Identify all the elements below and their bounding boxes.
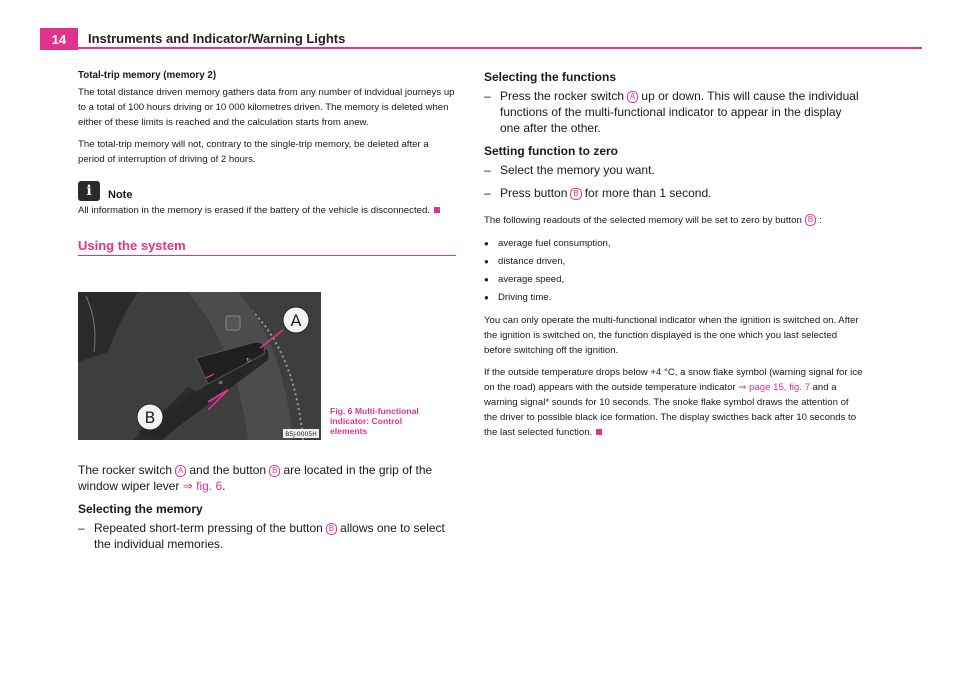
list-item: ● distance driven, bbox=[484, 253, 864, 271]
dash-marker: – bbox=[484, 89, 491, 103]
list-item: ● average fuel consumption, bbox=[484, 235, 864, 253]
page-title: Instruments and Indicator/Warning Lights bbox=[88, 31, 346, 46]
dash-marker: – bbox=[484, 186, 491, 200]
tag-a: A bbox=[627, 91, 638, 103]
rocker-text-1: The rocker switch bbox=[78, 463, 173, 477]
section-title-using-system: Using the system bbox=[78, 238, 456, 256]
tag-b: B bbox=[326, 523, 337, 535]
right-column bbox=[484, 70, 864, 447]
selecting-memory-step bbox=[78, 520, 456, 552]
setting-zero-step-2 bbox=[484, 185, 864, 201]
left-column bbox=[78, 70, 456, 256]
figure-label-b: B bbox=[144, 408, 156, 427]
setting-zero-step-1 bbox=[484, 162, 864, 178]
zero-step2-text-1: Press button bbox=[500, 186, 568, 200]
rocker-text-end: . bbox=[222, 479, 226, 493]
total-trip-paragraph-2: The total-trip memory will not, contrary to the single-trip memory, be deleted after a period of interruption of driving of 2 hours. bbox=[78, 139, 429, 165]
tag-a: A bbox=[175, 465, 186, 477]
temperature-paragraph bbox=[484, 365, 864, 440]
note-text bbox=[78, 203, 456, 218]
note-label: Note bbox=[108, 189, 133, 201]
figure-control-elements bbox=[78, 292, 321, 440]
rocker-text-2: and the button bbox=[189, 463, 267, 477]
rocker-text-3: are located in the grip of the window wiper lever bbox=[78, 463, 433, 493]
sel-mem-text-2: allows one to select the individual memories. bbox=[94, 521, 445, 551]
dash-marker: – bbox=[78, 521, 85, 535]
total-trip-paragraph-1: The total distance driven memory gathers data from any number of indvidual journeys up to a total of 100 hours driving or 10 000 kilometres driven. The memory is deleted when either of these limits is reached and the calculation starts from anew. bbox=[78, 87, 455, 128]
setting-zero-heading: Setting function to zero bbox=[484, 144, 618, 158]
sel-mem-text-1: Repeated short-term pressing of the button bbox=[94, 521, 323, 535]
header-rule bbox=[40, 47, 922, 49]
selecting-functions-step bbox=[484, 88, 864, 136]
selecting-memory-heading: Selecting the memory bbox=[78, 502, 203, 516]
temp-text-1: If the outside temperature drops below +4 °C, a snow flake symbol (warning signal for ice on the road) appears with the outside temperature indicator bbox=[484, 367, 863, 393]
selecting-memory-step-text bbox=[94, 520, 456, 552]
page-number: 14 bbox=[40, 28, 78, 50]
page-15-link[interactable]: ⇒ page 15, fig. 7 bbox=[738, 382, 810, 393]
temp-text-2: and a warning signal* sounds for 10 seconds. The snoke flake symbol draws the attention of the driver to possible black ice formation. The display swicthes back after 10 seconds to the last selected function. bbox=[484, 382, 857, 438]
setting-zero-step-1-text: Select the memory you want. bbox=[500, 163, 655, 177]
svg-text:≡: ≡ bbox=[218, 379, 224, 386]
readouts-text-1: The following readouts of the selected memory will be set to zero by button bbox=[484, 215, 802, 226]
dash-marker: – bbox=[484, 163, 491, 177]
info-note-icon: i bbox=[78, 181, 100, 201]
wiper-lever-illustration bbox=[78, 292, 321, 440]
note-header bbox=[78, 181, 456, 201]
operate-paragraph: You can only operate the multi-functional indicator when the ignition is switched on. After the ignition is switched on, the function displayed is the one which you last selected before switching off the ignition. bbox=[484, 315, 859, 356]
selecting-functions-heading: Selecting the functions bbox=[484, 70, 617, 84]
section-end-marker bbox=[596, 429, 602, 435]
zero-step2-text-2: for more than 1 second. bbox=[584, 186, 712, 200]
tag-b: B bbox=[805, 214, 816, 226]
list-item: ● Driving time. bbox=[484, 289, 864, 307]
tag-b: B bbox=[269, 465, 280, 477]
note-text-body: All information in the memory is erased if the battery of the vehicle is disconnected. bbox=[78, 205, 430, 216]
setting-zero-step-2-text bbox=[500, 185, 711, 201]
left-lower bbox=[78, 462, 456, 552]
sel-fn-text-1: Press the rocker switch bbox=[500, 89, 625, 103]
readouts-text-2: : bbox=[819, 215, 822, 226]
figure-code: B5J-0005H bbox=[285, 431, 317, 438]
figure-caption: Fig. 6 Multi-functional indicator: Control elements bbox=[330, 406, 419, 436]
section-end-marker bbox=[434, 207, 440, 213]
figure-6-link[interactable]: ⇒ fig. 6 bbox=[182, 479, 223, 493]
figure-label-a: A bbox=[290, 311, 302, 330]
readouts-list bbox=[484, 235, 864, 307]
total-trip-subheading: Total-trip memory (memory 2) bbox=[78, 70, 217, 81]
svg-text:↻: ↻ bbox=[246, 357, 252, 364]
list-item: ● average speed, bbox=[484, 271, 864, 289]
rocker-switch-paragraph bbox=[78, 462, 456, 494]
sel-fn-text-2: up or down. This will cause the individual functions of the multi-functional indicator to appear in the display one after the other. bbox=[500, 89, 859, 135]
readouts-paragraph bbox=[484, 213, 864, 228]
tag-b: B bbox=[570, 188, 581, 200]
selecting-functions-step-text bbox=[500, 88, 864, 136]
